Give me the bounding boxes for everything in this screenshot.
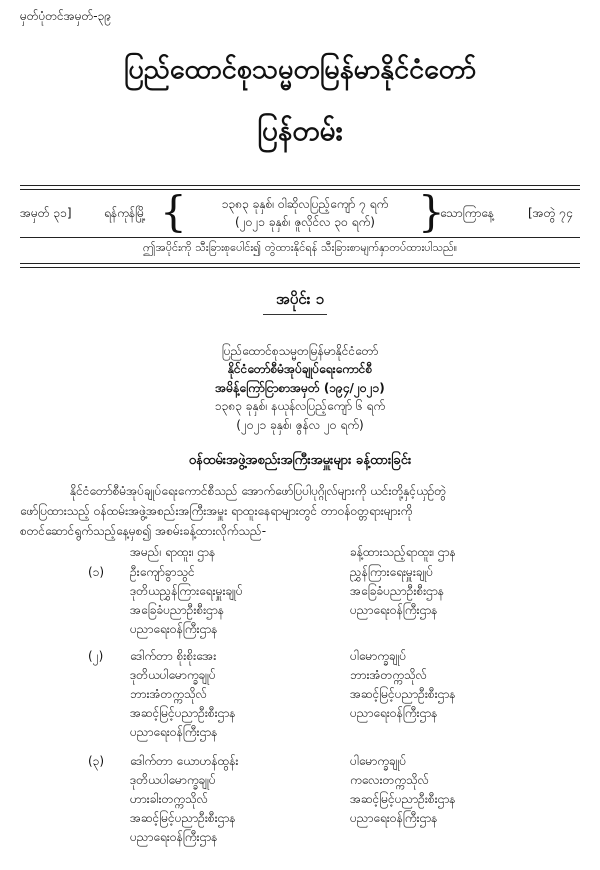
entry-current-line: ဟားခါးတက္ကသိုလ် — [130, 792, 208, 806]
entry-appointed-line: ဘားအံတက္ကသိုလ် — [350, 668, 427, 682]
header-rule-middle — [20, 237, 580, 238]
entry-current-line: ဒုတိယညွှန်ကြားရေးမှူးချုပ် — [130, 584, 243, 598]
body-paragraph-line1: နိုင်ငံတော်စီမံအုပ်ချုပ်ရေးကောင်စီသည် အောက်ဖော်ပြပါပုဂ္ဂိုလ်များကို ယင်းတို့နှင့်ယှဉ်တွဲ — [70, 484, 447, 498]
entry-current-line: ဦးကျော်ခွာသွင် — [130, 565, 195, 579]
entry-appointed-line: အခြေခံပညာဦးစီးဌာန — [350, 584, 444, 598]
gazette-subtitle: ပြန်တမ်း — [257, 114, 343, 147]
issue-date-line1: ၁၃၈၃ ခုနှစ်၊ ဝါဆိုလပြည့်ကျော် ၇ ရက် — [221, 197, 389, 211]
entry-current-line: ဒေါက်တာ စိုးစိုးအေး — [130, 649, 217, 663]
entry-appointed-line: ပညာရေးဝန်ကြီးဌာန — [350, 603, 438, 617]
entry-appointed-line: ပညာရေးဝန်ကြီးဌာန — [350, 811, 438, 825]
entry-current-line: အဆင့်မြင့်ပညာဦးစီးဌာန — [130, 811, 236, 825]
entry-appointed-line: ကလေးတက္ကသိုလ် — [350, 773, 429, 787]
order-number: အမိန့်ကြော်ငြာစာအမှတ် (၁၉၄/၂၀၂၁) — [215, 381, 385, 395]
header-rule-bottom-inner — [20, 263, 580, 264]
entry-current-line: ပညာရေးဝန်ကြီးဌာန — [130, 830, 218, 844]
column-header-current: အမည်၊ ရာထူး၊ ဌာန — [130, 545, 216, 559]
order-date-myanmar: ၁၃၈၃ ခုနှစ်၊ နယုန်လပြည့်ကျော် ၆ ရက် — [214, 399, 386, 413]
body-paragraph-line2: ဖော်ပြထားသည့် ဝန်ထမ်းအဖွဲ့အစည်းအကြီးအမှူး ရာထူးနေရာများတွင် တာဝန်ဝတ္တရားများကို — [20, 504, 413, 518]
header-rule-top-inner — [20, 189, 580, 190]
issue-date-line2: (၂၀၂၁ ခုနှစ်၊ ဇူလိုင်လ ၃၀ ရက်) — [235, 215, 375, 229]
entry-current-line: အခြေခံပညာဦးစီးဌာန — [130, 603, 224, 617]
entry-number: (၃) — [88, 754, 105, 768]
gazette-title: ပြည်ထောင်စုသမ္မတမြန်မာနိုင်ငံတော် — [123, 54, 477, 85]
entry-current-line: ဒုတိယပါမောက္ခချုပ် — [130, 668, 216, 682]
issue-city: ရန်ကုန်မြို့ — [104, 206, 146, 220]
entry-appointed-line: ပါမောက္ခချုပ် — [350, 649, 407, 663]
entry-current-line: ဘားအံတက္ကသိုလ် — [130, 687, 207, 701]
entry-appointed-line: ပညာရေးဝန်ကြီးဌာန — [350, 706, 438, 720]
header-rule-bottom — [20, 267, 580, 268]
entry-number: (၂) — [88, 649, 104, 663]
body-paragraph-line3: စတင်ဆောင်ရွက်သည့်နေ့မှစ၍ အစမ်းခန့်ထားလိုက်သည်- — [20, 524, 267, 538]
header-rule-top — [20, 185, 580, 186]
entry-appointed-line: အဆင့်မြင့်ပညာဦးစီးဌာန — [350, 687, 456, 701]
order-subject: ဝန်ထမ်းအဖွဲ့အစည်းအကြီးအမှူးများ ခန့်ထားခြင်း — [188, 453, 412, 468]
issue-day: သောကြာနေ့ — [440, 206, 494, 220]
column-header-appointed: ခန့်ထားသည့်ရာထူး၊ ဌာန — [350, 545, 456, 559]
separate-binding-notice: ဤအပိုင်းကို သီးခြားစုပေါင်း၍ တွဲထားနိုင်ရန် သီးခြားစာမျက်နှာတပ်ထားပါသည်။ — [142, 241, 458, 254]
issue-number: အမှတ် ၃၁] — [20, 206, 72, 220]
entry-number: (၁) — [88, 565, 105, 579]
entry-current-line: ဒုတိယပါမောက္ခချုပ် — [130, 773, 216, 787]
entry-current-line: အဆင့်မြင့်ပညာဦးစီးဌာန — [130, 706, 236, 720]
left-brace: { — [160, 187, 187, 236]
entry-appointed-line: အဆင့်မြင့်ပညာဦးစီးဌာန — [350, 792, 456, 806]
entry-current-line: ပညာရေးဝန်ကြီးဌာန — [130, 622, 218, 636]
entry-current-line: ဒေါက်တာ ယောဟန်ထွန်း — [130, 754, 239, 768]
authority-council: နိုင်ငံတော်စီမံအုပ်ချုပ်ရေးကောင်စီ — [227, 362, 373, 376]
entry-appointed-line: ပါမောက္ခချုပ် — [350, 754, 407, 768]
part-title: အပိုင်း ၁ — [275, 290, 325, 308]
part-title-underline — [263, 314, 327, 315]
entry-current-line: ပညာရေးဝန်ကြီးဌာန — [130, 725, 218, 739]
authority-country: ပြည်ထောင်စုသမ္မတမြန်မာနိုင်ငံတော် — [221, 344, 379, 358]
entry-appointed-line: ညွှန်ကြားရေးမှူးချုပ် — [350, 565, 434, 579]
issue-volume: [အတွဲ ၇၄ — [528, 206, 573, 220]
right-brace: } — [418, 187, 445, 236]
registration-number: မှတ်ပုံတင်အမှတ်-၃၉ — [20, 9, 112, 23]
order-date-gregorian: (၂၀၂၁ ခုနှစ်၊ ဇွန်လ ၂၀ ရက်) — [236, 418, 364, 432]
